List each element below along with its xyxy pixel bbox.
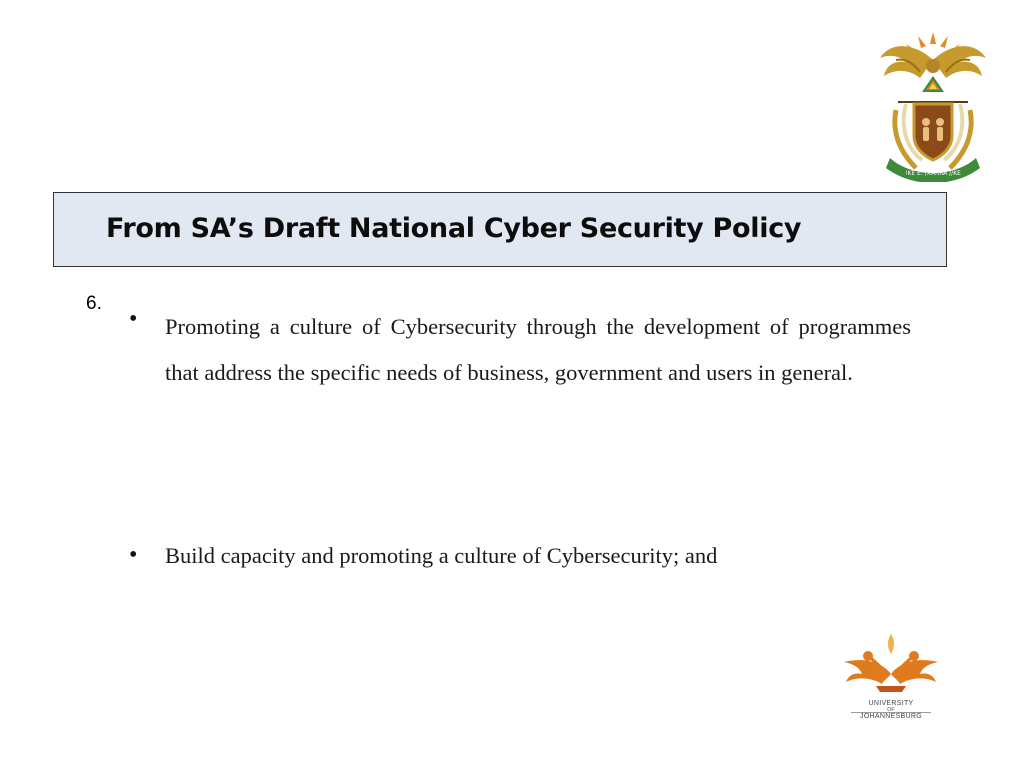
slide-title: From SA’s Draft National Cyber Security Policy xyxy=(106,213,802,244)
south-africa-coat-of-arms-icon xyxy=(876,30,990,182)
university-name-line3: JOHANNESBURG xyxy=(851,712,931,720)
item-number: 6. xyxy=(86,293,102,314)
bullet-marker: • xyxy=(129,306,138,332)
coat-of-arms-logo xyxy=(876,30,990,182)
university-of-johannesburg-logo-icon xyxy=(836,632,946,694)
university-logo xyxy=(836,632,946,724)
bullet-text: Promoting a culture of Cybersecurity through the development of programmes that address the specific needs of business, government and users in general. xyxy=(165,314,911,385)
bullet-marker: • xyxy=(129,542,138,568)
university-name-line2: OF xyxy=(887,707,895,713)
title-box xyxy=(53,192,947,267)
coat-motto: !KE E: /XARRA //KE xyxy=(905,170,961,177)
university-name-line1: UNIVERSITY xyxy=(868,700,914,707)
bullet-text: Build capacity and promoting a culture of Cybersecurity; and xyxy=(165,543,718,568)
